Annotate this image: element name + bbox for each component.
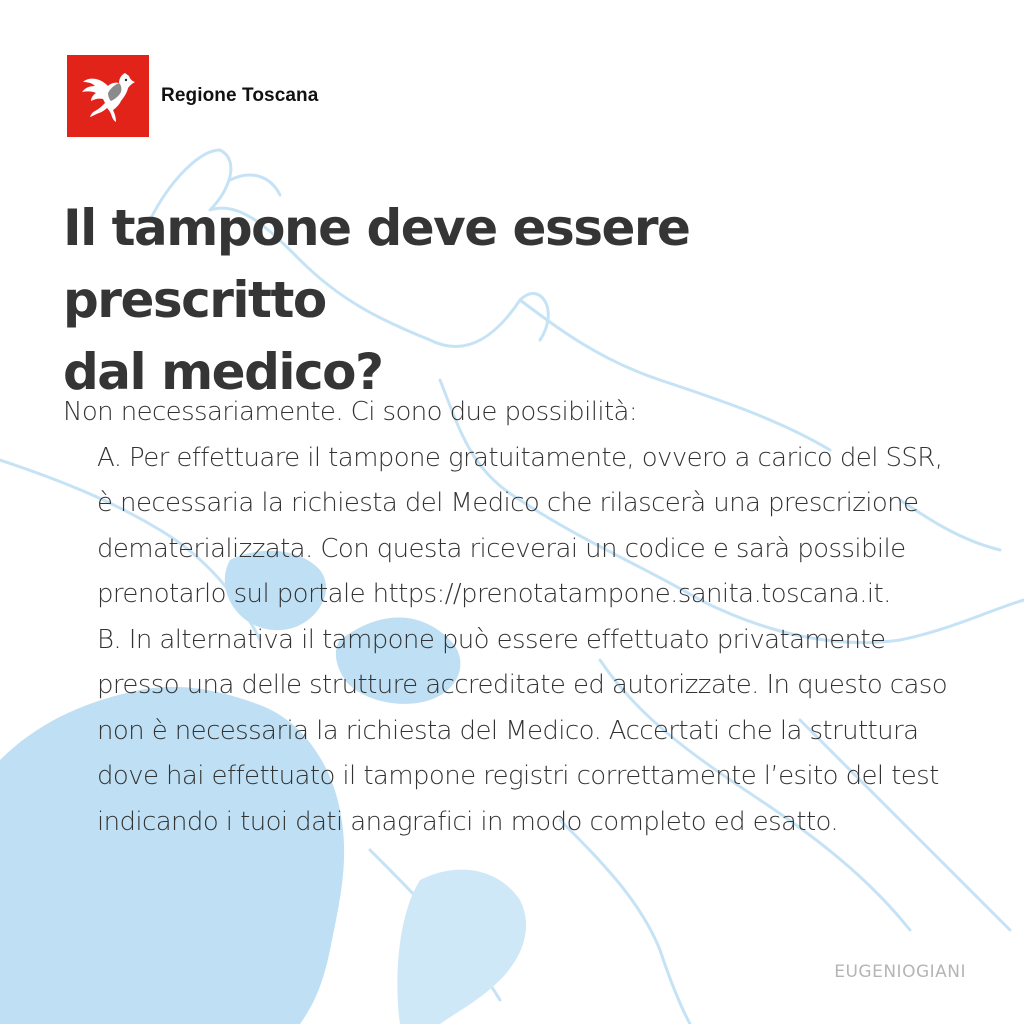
winged-horse-icon bbox=[75, 63, 141, 129]
title-line-1: Il tampone deve essere prescritto bbox=[63, 199, 690, 329]
organization-name: Regione Toscana bbox=[161, 85, 319, 106]
title-line-2: dal medico? bbox=[63, 343, 383, 401]
header bbox=[67, 55, 318, 137]
answer-intro: Non necessariamente. Ci sono due possibilità: bbox=[63, 397, 638, 427]
page-title bbox=[63, 192, 963, 408]
answer-text bbox=[63, 390, 963, 845]
author-signature: EUGENIOGIANI bbox=[834, 962, 966, 982]
option-b-paragraph: B. In alternativa il tampone può essere effettuato privatamente presso una delle strutture accreditate ed autorizzate. In questo caso non è necessaria la richiesta del Medico. Accertati che la struttura dove hai effettuato il tampone registri correttamente l’esito del test indicando i tuoi dati anagrafici in modo completo ed esatto. bbox=[97, 624, 948, 837]
option-a-paragraph: A. Per effettuare il tampone gratuitamente, ovvero a carico del SSR, è necessaria la richiesta del Medico che rilascerà una prescrizione dematerializzata. Con questa riceverai un codice e sarà possibile prenotarlo sul portale https://prenotatampone.sanita.toscana.it. bbox=[97, 442, 943, 609]
regione-toscana-logo bbox=[67, 55, 149, 137]
